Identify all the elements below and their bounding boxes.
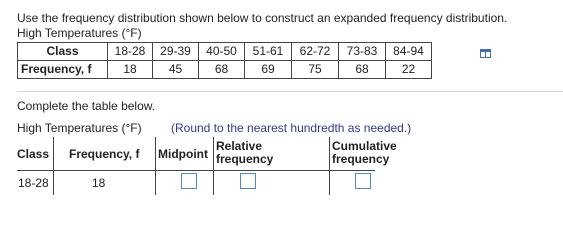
section-divider — [17, 91, 563, 92]
class-cell: 40-50 — [199, 43, 245, 61]
frequency-cell: 69 — [245, 61, 292, 79]
column-divider — [213, 137, 214, 195]
relative-frequency-header: Relative frequency — [216, 139, 274, 166]
copy-table-icon[interactable] — [480, 49, 491, 58]
frequency-cell: 45 — [153, 61, 199, 79]
column-divider — [155, 137, 156, 195]
cumulative-frequency-header: Cumulative frequency — [332, 139, 397, 166]
row-class-cell: 18-28 — [18, 176, 49, 190]
frequency-cell: 68 — [339, 61, 386, 79]
relative-frequency-answer-box[interactable] — [240, 173, 256, 189]
class-column-header: Class — [17, 147, 50, 161]
column-divider — [329, 137, 330, 195]
complete-prompt: Complete the table below. — [17, 99, 156, 113]
column-divider — [53, 137, 54, 195]
midpoint-column-header: Midpoint — [158, 147, 208, 161]
class-header: Class — [18, 43, 108, 61]
row-frequency-cell: 18 — [92, 176, 106, 190]
frequency-table — [17, 42, 432, 79]
class-cell: 51-61 — [245, 43, 292, 61]
instruction-text: Use the frequency distribution shown below to construct an expanded frequency distribution. — [17, 11, 508, 25]
frequency-header: Frequency, f — [18, 61, 108, 79]
class-cell: 18-28 — [108, 43, 153, 61]
frequency-column-header: Frequency, f — [69, 147, 140, 161]
frequency-cell: 68 — [199, 61, 245, 79]
cumulative-frequency-answer-box[interactable] — [355, 173, 371, 189]
midpoint-answer-box[interactable] — [181, 173, 197, 189]
table-title: High Temperatures (°F) — [17, 26, 142, 40]
frequency-cell: 22 — [386, 61, 432, 79]
frequency-cell: 18 — [108, 61, 153, 79]
rounding-hint: (Round to the nearest hundredth as needed.) — [171, 121, 412, 135]
class-cell: 29-39 — [153, 43, 199, 61]
frequency-cell: 75 — [292, 61, 339, 79]
class-cell: 73-83 — [339, 43, 386, 61]
expanded-table-title: High Temperatures (°F) — [17, 121, 142, 135]
class-cell: 62-72 — [292, 43, 339, 61]
header-rule — [17, 170, 375, 171]
class-cell: 84-94 — [386, 43, 432, 61]
